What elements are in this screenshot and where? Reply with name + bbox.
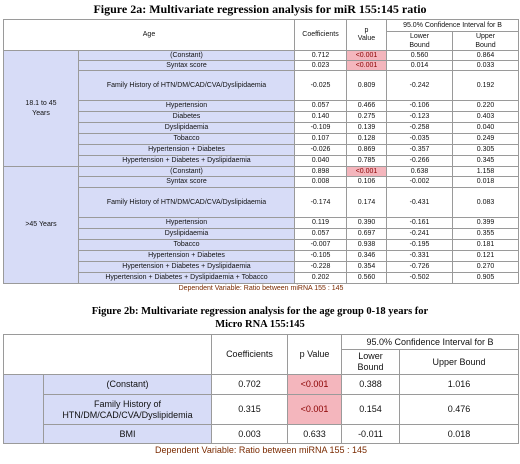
table-row — [4, 51, 519, 61]
p-value-cell: 0.633 — [288, 425, 342, 444]
variable-cell: Hypertension + Diabetes + Dyslipidaemia — [79, 262, 295, 273]
upper-bound-header — [453, 32, 519, 51]
p-value-header: p Value — [288, 335, 342, 375]
variable-cell: Hypertension + Diabetes — [79, 145, 295, 156]
p-value-cell: <0.001 — [288, 395, 342, 425]
p-value-cell: 0.275 — [347, 112, 387, 123]
header-row — [4, 335, 519, 350]
lower-bound-header-line2: Bound — [409, 42, 430, 49]
p-value-header-line1: p — [364, 27, 369, 34]
lower-bound-cell: 0.154 — [342, 395, 400, 425]
upper-bound-cell: 0.018 — [400, 425, 519, 444]
table-row — [4, 375, 519, 395]
upper-bound-cell: 0.305 — [453, 145, 519, 156]
table-row — [4, 188, 519, 218]
coefficient-cell: 0.057 — [295, 229, 347, 240]
table-row — [4, 177, 519, 188]
age-group-blank — [4, 375, 44, 444]
coefficient-cell: -0.025 — [295, 71, 347, 101]
upper-bound-cell: 0.220 — [453, 101, 519, 112]
p-value-cell: 0.869 — [347, 145, 387, 156]
p-value-cell: 0.390 — [347, 218, 387, 229]
variable-cell: Diabetes — [79, 112, 295, 123]
lower-bound-cell: -0.331 — [387, 251, 453, 262]
variable-cell: Syntax score — [79, 61, 295, 71]
upper-bound-cell: 0.270 — [453, 262, 519, 273]
figure-2b-table — [3, 334, 519, 457]
variable-cell: BMI — [44, 425, 212, 444]
variable-cell: Tobacco — [79, 240, 295, 251]
lower-bound-cell: -0.011 — [342, 425, 400, 444]
upper-bound-cell: 0.399 — [453, 218, 519, 229]
variable-cell: Hypertension — [79, 101, 295, 112]
lower-bound-cell: -0.258 — [387, 123, 453, 134]
p-value-cell: 0.785 — [347, 156, 387, 167]
figure-2a-table — [3, 19, 519, 295]
coefficient-cell: -0.105 — [295, 251, 347, 262]
age-group-18-45-line2: Years — [32, 109, 50, 117]
age-header: Age — [4, 20, 295, 51]
lower-bound-cell: 0.638 — [387, 167, 453, 177]
table-row — [4, 262, 519, 273]
header-row — [4, 20, 519, 32]
upper-bound-cell: 1.016 — [400, 375, 519, 395]
upper-bound-cell: 0.033 — [453, 61, 519, 71]
coefficient-cell: -0.228 — [295, 262, 347, 273]
coefficients-header: Coefficients — [212, 335, 288, 375]
coefficient-cell: 0.315 — [212, 395, 288, 425]
upper-bound-cell: 0.476 — [400, 395, 519, 425]
upper-bound-header-line1: Upper — [475, 33, 496, 40]
lower-bound-cell: -0.002 — [387, 177, 453, 188]
upper-bound-header-line2: Bound — [475, 42, 496, 49]
table-row — [4, 123, 519, 134]
table-row — [4, 134, 519, 145]
variable-cell: Family History of HTN/DM/CAD/CVA/Dyslipidaemia — [79, 188, 295, 218]
variable-cell: Tobacco — [79, 134, 295, 145]
p-value-cell: <0.001 — [347, 51, 387, 61]
upper-bound-cell: 0.040 — [453, 123, 519, 134]
upper-bound-header: Upper Bound — [400, 350, 519, 375]
table-row — [4, 156, 519, 167]
coefficient-cell: -0.007 — [295, 240, 347, 251]
p-value-cell: 0.139 — [347, 123, 387, 134]
lower-bound-cell: -0.242 — [387, 71, 453, 101]
lower-bound-cell: 0.014 — [387, 61, 453, 71]
lower-bound-cell: -0.195 — [387, 240, 453, 251]
coefficient-cell: -0.174 — [295, 188, 347, 218]
variable-cell: Dyslipidaemia — [79, 123, 295, 134]
age-group-18-45 — [4, 51, 79, 167]
p-value-cell: <0.001 — [347, 167, 387, 177]
coefficient-cell: 0.008 — [295, 177, 347, 188]
lower-bound-cell: -0.431 — [387, 188, 453, 218]
p-value-cell: 0.128 — [347, 134, 387, 145]
p-value-header — [347, 20, 387, 51]
coefficient-cell: 0.712 — [295, 51, 347, 61]
p-value-cell: 0.174 — [347, 188, 387, 218]
variable-cell: Hypertension + Diabetes + Dyslipidaemia + Tobacco — [79, 273, 295, 284]
upper-bound-cell: 0.345 — [453, 156, 519, 167]
p-value-cell: 0.466 — [347, 101, 387, 112]
variable-cell — [44, 395, 212, 425]
figure-2b-title-line2: Micro RNA 155:145 — [215, 319, 305, 330]
lower-bound-cell: -0.241 — [387, 229, 453, 240]
footer-row — [4, 284, 519, 295]
coefficient-cell: 0.107 — [295, 134, 347, 145]
variable-line1: Family History of — [93, 398, 161, 409]
upper-bound-cell: 0.083 — [453, 188, 519, 218]
p-value-cell: 0.346 — [347, 251, 387, 262]
table-row — [4, 425, 519, 444]
coefficient-cell: 0.119 — [295, 218, 347, 229]
p-value-header-line2: Value — [357, 35, 376, 42]
variable-cell: (Constant) — [44, 375, 212, 395]
variable-cell: Hypertension + Diabetes — [79, 251, 295, 262]
coefficient-cell: 0.140 — [295, 112, 347, 123]
table-row — [4, 112, 519, 123]
figure-2b-title-line1: Figure 2b: Multivariate regression analysis for the age group 0-18 years for — [91, 306, 429, 317]
upper-bound-cell: 1.158 — [453, 167, 519, 177]
upper-bound-cell: 0.018 — [453, 177, 519, 188]
coefficient-cell: 0.003 — [212, 425, 288, 444]
p-value-cell: <0.001 — [288, 375, 342, 395]
p-value-cell: 0.560 — [347, 273, 387, 284]
upper-bound-cell: 0.121 — [453, 251, 519, 262]
lower-bound-header-line1: Lower — [358, 351, 383, 361]
lower-bound-cell: -0.106 — [387, 101, 453, 112]
lower-bound-header — [342, 350, 400, 375]
upper-bound-cell: 0.403 — [453, 112, 519, 123]
variable-cell: (Constant) — [79, 167, 295, 177]
variable-cell: Syntax score — [79, 177, 295, 188]
upper-bound-cell: 0.864 — [453, 51, 519, 61]
footer-row — [4, 444, 519, 457]
lower-bound-cell: -0.357 — [387, 145, 453, 156]
coefficient-cell: 0.023 — [295, 61, 347, 71]
table-row — [4, 273, 519, 284]
blank-header — [4, 335, 212, 375]
table-row — [4, 71, 519, 101]
table-row — [4, 101, 519, 112]
p-value-cell: 0.697 — [347, 229, 387, 240]
lower-bound-cell: -0.123 — [387, 112, 453, 123]
age-group-over-45: >45 Years — [4, 167, 79, 284]
p-value-cell: 0.809 — [347, 71, 387, 101]
lower-bound-header — [387, 32, 453, 51]
variable-line2: HTN/DM/CAD/CVA/Dyslipidemia — [62, 409, 193, 420]
variable-cell: Dyslipidaemia — [79, 229, 295, 240]
age-group-18-45-line1: 18.1 to 45 — [25, 99, 57, 107]
coefficient-cell: 0.898 — [295, 167, 347, 177]
upper-bound-cell: 0.905 — [453, 273, 519, 284]
dependent-variable-note: Dependent Variable: Ratio between miRNA 155 : 145 — [178, 285, 344, 293]
lower-bound-cell: -0.266 — [387, 156, 453, 167]
figure-2a-title: Figure 2a: Multivariate regression analysis for miR 155:145 ratio — [93, 2, 427, 16]
lower-bound-cell: -0.035 — [387, 134, 453, 145]
variable-cell: Family History of HTN/DM/CAD/CVA/Dyslipidaemia — [79, 71, 295, 101]
dependent-variable-note: Dependent Variable: Ratio between miRNA 155 : 145 — [155, 444, 367, 455]
coefficient-cell: 0.702 — [212, 375, 288, 395]
upper-bound-cell: 0.355 — [453, 229, 519, 240]
lower-bound-cell: 0.560 — [387, 51, 453, 61]
variable-cell: Hypertension — [79, 218, 295, 229]
table-row — [4, 61, 519, 71]
ci-header: 95.0% Confidence Interval for B — [342, 335, 519, 350]
variable-cell: Hypertension + Diabetes + Dyslipidaemia — [79, 156, 295, 167]
variable-cell: (Constant) — [79, 51, 295, 61]
table-row — [4, 251, 519, 262]
lower-bound-cell: -0.161 — [387, 218, 453, 229]
p-value-cell: 0.354 — [347, 262, 387, 273]
lower-bound-cell: -0.502 — [387, 273, 453, 284]
table-row — [4, 145, 519, 156]
lower-bound-header-line1: Lower — [409, 33, 430, 40]
p-value-cell: 0.106 — [347, 177, 387, 188]
table-row — [4, 218, 519, 229]
lower-bound-cell: 0.388 — [342, 375, 400, 395]
p-value-cell: <0.001 — [347, 61, 387, 71]
table-row — [4, 229, 519, 240]
upper-bound-cell: 0.249 — [453, 134, 519, 145]
coefficient-cell: -0.026 — [295, 145, 347, 156]
ci-header: 95.0% Confidence Interval for B — [387, 20, 519, 32]
table-row — [4, 240, 519, 251]
coefficient-cell: 0.040 — [295, 156, 347, 167]
upper-bound-cell: 0.181 — [453, 240, 519, 251]
lower-bound-cell: -0.726 — [387, 262, 453, 273]
coefficient-cell: 0.202 — [295, 273, 347, 284]
upper-bound-cell: 0.192 — [453, 71, 519, 101]
coefficient-cell: -0.109 — [295, 123, 347, 134]
table-row — [4, 395, 519, 425]
lower-bound-header-line2: Bound — [357, 362, 384, 372]
coefficients-header: Coefficients — [295, 20, 347, 51]
table-row — [4, 167, 519, 177]
coefficient-cell: 0.057 — [295, 101, 347, 112]
p-value-cell: 0.938 — [347, 240, 387, 251]
